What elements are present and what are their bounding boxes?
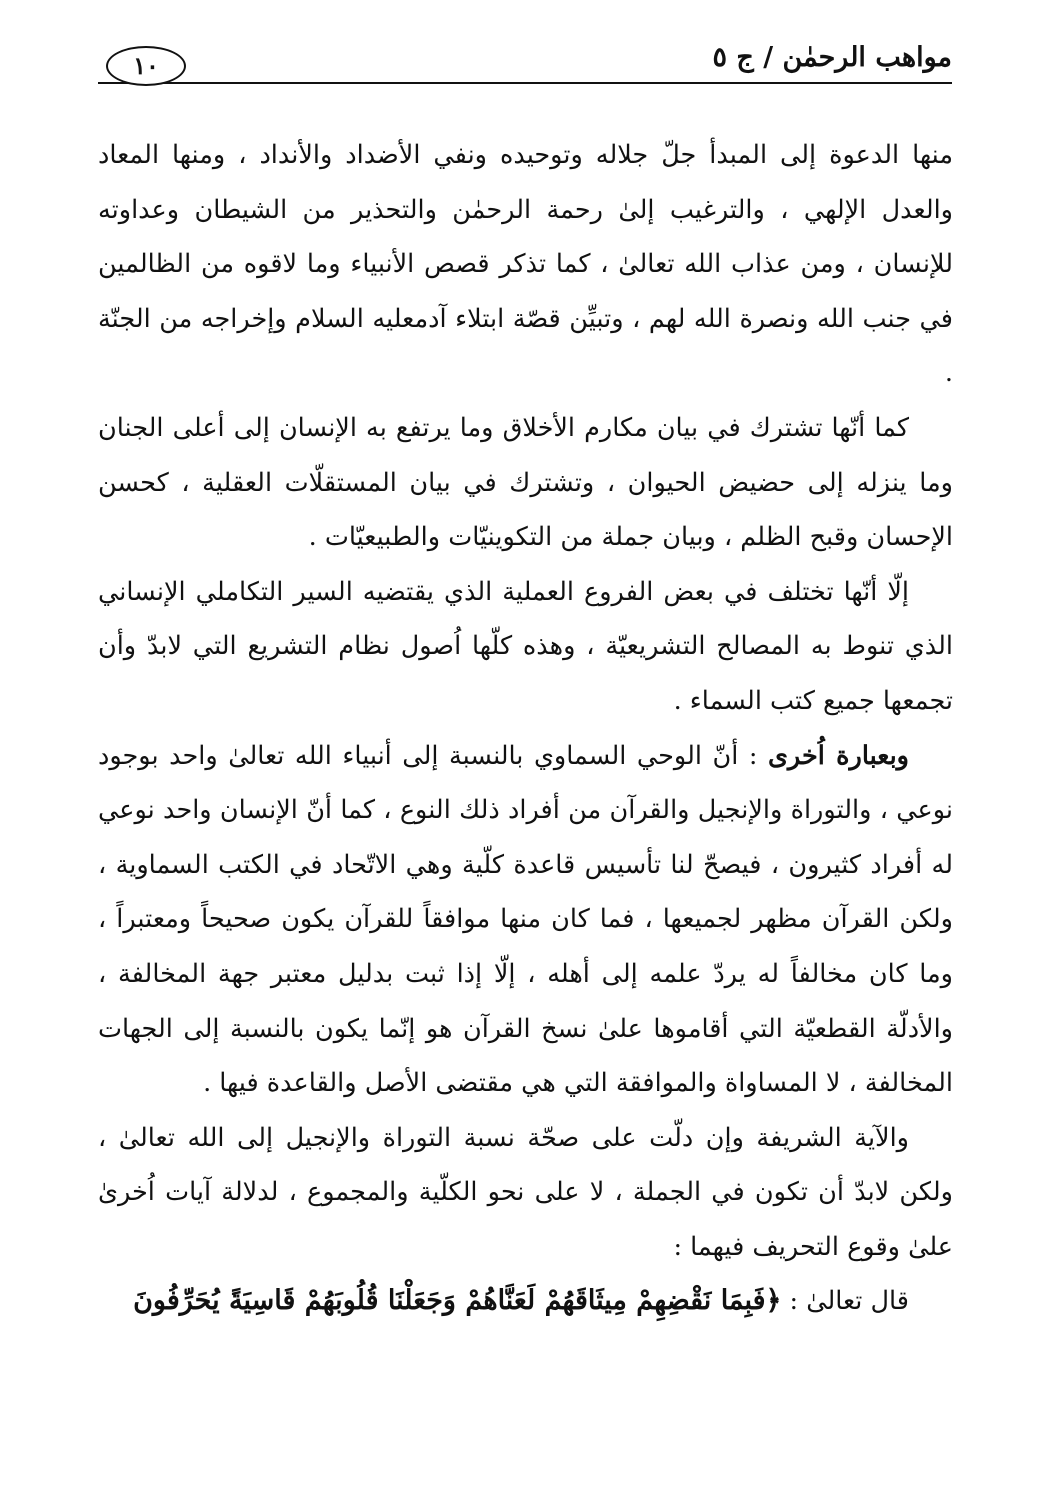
paragraph-4-lead: وبعبارة اُخرى	[767, 740, 909, 771]
verse-line	[98, 1274, 953, 1329]
quran-verse: ﴿فَبِمَا نَقْضِهِمْ مِيثَاقَهُمْ لَعَنَّاهُمْ وَجَعَلْنَا قُلُوبَهُمْ قَاسِيَةً يُحَرِّفُونَ	[133, 1285, 782, 1317]
paragraph-1: منها الدعوة إلى المبدأ جلّ جلاله وتوحيده ونفي الأضداد والأنداد ، ومنها المعاد والعدل الإلهي ، والترغيب إلىٰ رحمة الرحمٰن والتحذير من الشيطان وعداوته للإنسان ، ومن عذاب الله تعالىٰ ، كما تذكر قصص الأنبياء وما لاقوه من الظالمين في جنب الله ونصرة الله لهم ، وتبيِّن قصّة ابتلاء آدمعليه السلام وإخراجه من الجنّة .	[98, 140, 953, 389]
page-header	[98, 40, 952, 90]
running-title: مواهب الرحمٰن / ج ٥	[712, 42, 952, 73]
header-divider	[98, 82, 952, 84]
page-number: ١٠	[106, 46, 186, 86]
paragraph-4-text: : أنّ الوحي السماوي بالنسبة إلى أنبياء الله تعالىٰ واحد بوجود نوعي ، والتوراة والإنجيل والقرآن من أفراد ذلك النوع ، كما أنّ الإنسان واحد نوعي له أفراد كثيرون ، فيصحّ لنا تأسيس قاعدة كلّية وهي الاتّحاد في الكتب السماوية ، ولكن القرآن مظهر لجميعها ، فما كان منها موافقاً للقرآن يكون صحيحاً ومعتبراً ، وما كان مخالفاً له يردّ علمه إلى أهله ، إلّا إذا ثبت بدليل معتبر جهة المخالفة ، والأدلّة القطعيّة التي أقاموها علىٰ نسخ القرآن هو إنّما يكون بالنسبة إلى الجهات المخالفة ، لا المساواة والموافقة التي هي مقتضى الأصل والقاعدة فيها .	[98, 740, 953, 1099]
paragraph-2: كما أنّها تشترك في بيان مكارم الأخلاق وما يرتفع به الإنسان إلى أعلى الجنان وما ينزله إلى حضيض الحيوان ، وتشترك في بيان المستقلّات العقلية ، كحسن الإحسان وقبح الظلم ، وبيان جملة من التكوينيّات والطبيعيّات .	[98, 412, 953, 553]
body-text	[98, 128, 953, 1329]
verse-lead: قال تعالىٰ :	[781, 1286, 909, 1317]
paragraph-5: والآية الشريفة وإن دلّت على صحّة نسبة التوراة والإنجيل إلى الله تعالىٰ ، ولكن لابدّ أن تكون في الجملة ، لا على نحو الكلّية والمجموع ، لدلالة آيات اُخرىٰ علىٰ وقوع التحريف فيهما :	[98, 1122, 953, 1262]
paragraph-3: إلّا أنّها تختلف في بعض الفروع العملية الذي يقتضيه السير التكاملي الإنساني الذي تنوط به المصالح التشريعيّة ، وهذه كلّها اُصول نظام التشريع التي لابدّ وأن تجمعها جميع كتب السماء .	[98, 576, 953, 716]
paragraph-4	[98, 729, 953, 1111]
